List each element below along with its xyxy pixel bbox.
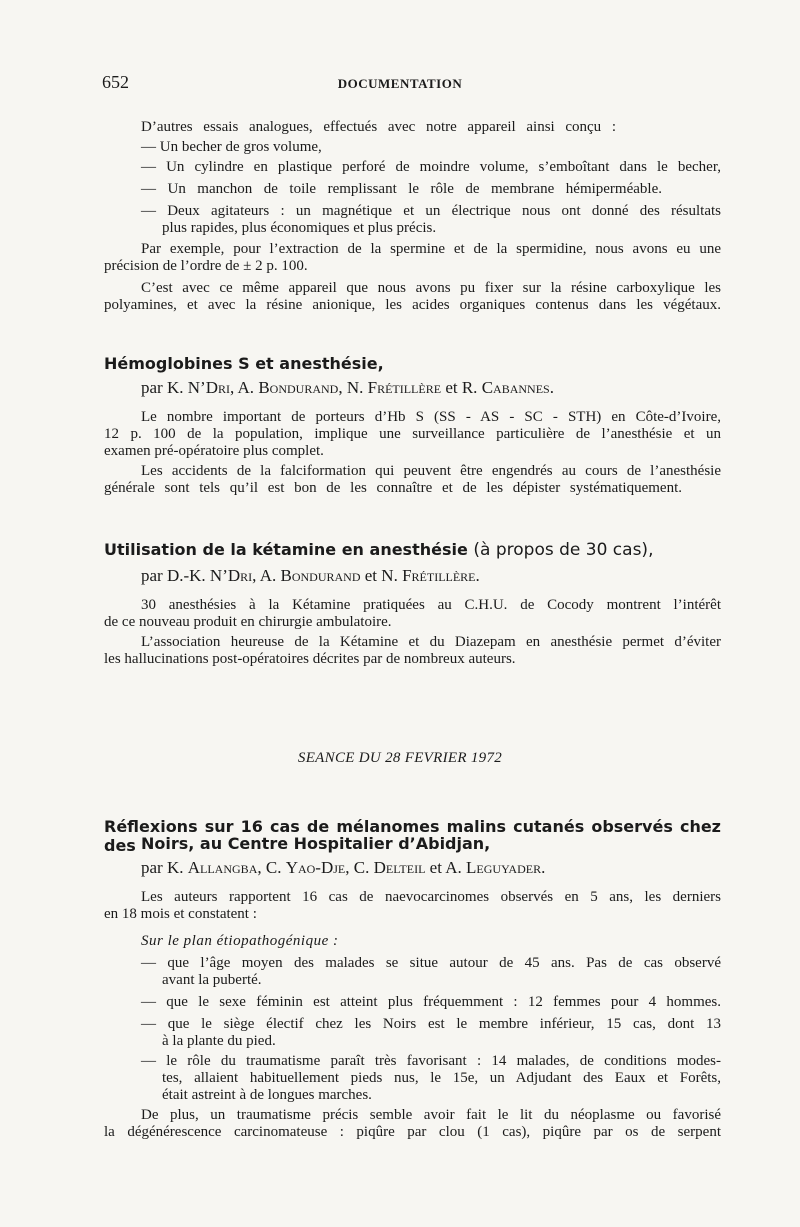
article3-item-line: avant la puberté. — [162, 972, 262, 988]
block1-item: — Un becher de gros volume, — [141, 139, 322, 155]
block1-para2-line: Par exemple, pour l’extraction de la spermine et de la spermidine, nous avons eu une — [141, 241, 721, 257]
block1-item: — Un cylindre en plastique perforé de moindre volume, s’emboîtant dans le becher, — [141, 159, 721, 175]
article1-para2-line: générale sont tels qu’il est bon de les connaître et de les dépister systématiquement. — [104, 480, 682, 496]
article3-intro-line: en 18 mois et constatent : — [104, 906, 257, 922]
article1-para1-line: 12 p. 100 de la population, implique une surveillance particulière de l’anesthésie et un — [104, 426, 721, 442]
article2-para1-line: de ce nouveau produit en chirurgie ambulatoire. — [104, 614, 392, 630]
article3-intro-line: Les auteurs rapportent 16 cas de naevocarcinomes observés en 5 ans, les derniers — [141, 889, 721, 905]
article2-para1-line: 30 anesthésies à la Kétamine pratiquées au C.H.U. de Cocody montrent l’intérêt — [141, 597, 721, 613]
session-heading: SEANCE DU 28 FEVRIER 1972 — [297, 750, 503, 766]
article1-authors: par K. N’Dri, A. Bondurand, N. Frétillère et R. Cabannes. — [141, 378, 554, 397]
running-head: DOCUMENTATION — [337, 76, 463, 91]
block1-item: — Deux agitateurs : un magnétique et un électrique nous ont donné des résultats — [141, 203, 721, 219]
block1-intro: D’autres essais analogues, effectués avec notre appareil ainsi conçu : — [141, 119, 616, 135]
article2-title: Utilisation de la kétamine en anesthésie (à propos de 30 cas), — [104, 540, 654, 560]
article3-item-line: était astreint à de longues marches. — [162, 1087, 372, 1103]
article3-authors: par K. Allangba, C. Yao-Dje, C. Delteil et A. Leguyader. — [141, 858, 546, 877]
block1-para3-line: C’est avec ce même appareil que nous avons pu fixer sur la résine carboxylique les — [141, 280, 721, 296]
page-number: 652 — [102, 72, 129, 92]
article3-item-line: — que l’âge moyen des malades se situe autour de 45 ans. Pas de cas observé — [141, 955, 721, 971]
article1-para1-line: examen pré-opératoire plus complet. — [104, 443, 324, 459]
article1-title: Hémoglobines S et anesthésie, — [104, 354, 384, 373]
article3-final-line: De plus, un traumatisme précis semble avoir fait le lit du néoplasme ou favorisé — [141, 1107, 721, 1123]
article3-title-line: Réflexions sur 16 cas de mélanomes malins cutanés observés chez des — [104, 817, 721, 855]
block1-item-cont: plus rapides, plus économiques et plus précis. — [162, 220, 437, 236]
article1-para1-line: Le nombre important de porteurs d’Hb S (SS - AS - SC - STH) en Côte-d’Ivoire, — [141, 409, 721, 425]
block1-para2-line: précision de l’ordre de ± 2 p. 100. — [104, 258, 308, 274]
article1-para2-line: Les accidents de la falciformation qui peuvent être engendrés au cours de l’anesthésie — [141, 463, 721, 479]
article3-item-line: tes, allaient habituellement pieds nus, le 15e, un Adjudant des Eaux et Forêts, — [162, 1070, 721, 1086]
article2-para2-line: les hallucinations post-opératoires décrites par de nombreux auteurs. — [104, 651, 516, 667]
article2-para2-line: L’association heureuse de la Kétamine et du Diazepam en anesthésie permet d’éviter — [141, 634, 721, 650]
article3-item-line: à la plante du pied. — [162, 1033, 276, 1049]
block1-para3-line: polyamines, et avec la résine anionique, les acides organiques contenus dans les végétaux. — [104, 297, 721, 313]
article3-item-line: — que le sexe féminin est atteint plus fréquemment : 12 femmes pour 4 hommes. — [141, 994, 721, 1010]
block1-item: — Un manchon de toile remplissant le rôle de membrane hémiperméable. — [141, 181, 662, 197]
article3-final-line: la dégénérescence carcinomateuse : piqûre par clou (1 cas), piqûre par os de serpent — [104, 1124, 721, 1140]
article3-item-line: — le rôle du traumatisme paraît très favorisant : 14 malades, de conditions modes- — [141, 1053, 721, 1069]
article3-subhead: Sur le plan étiopathogénique : — [141, 933, 339, 949]
article3-item-line: — que le siège électif chez les Noirs est le membre inférieur, 15 cas, dont 13 — [141, 1016, 721, 1032]
article2-authors: par D.-K. N’Dri, A. Bondurand et N. Frétillère. — [141, 566, 480, 585]
article3-title-line: Noirs, au Centre Hospitalier d’Abidjan, — [141, 834, 491, 853]
